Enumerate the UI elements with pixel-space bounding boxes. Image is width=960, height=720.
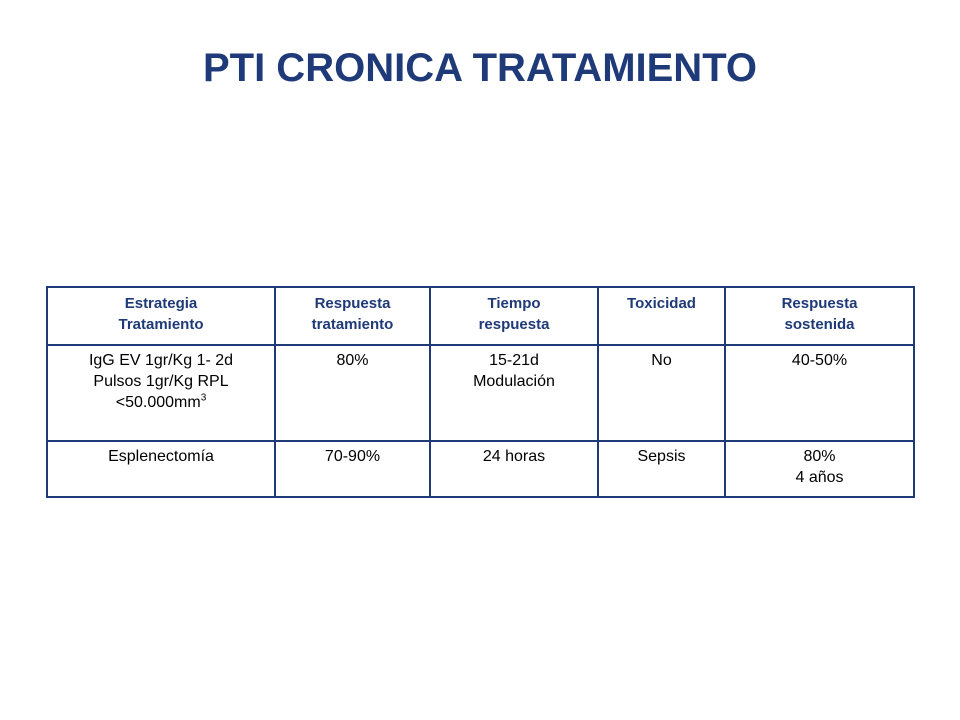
cell-text: 40-50% (791, 352, 848, 369)
header-text: sostenida (784, 316, 855, 333)
header-toxicity (598, 287, 725, 345)
table-row (47, 345, 914, 441)
cell-text: No (651, 352, 672, 369)
cell-response (275, 441, 430, 497)
cell-text: 80% (803, 448, 836, 465)
threshold-superscript: 3 (200, 392, 207, 404)
cell-text: 15-21d (489, 352, 539, 369)
cell-text: Esplenectomía (108, 448, 214, 465)
cell-text: Sepsis (637, 448, 686, 465)
slide-title: PTI CRONICA TRATAMIENTO (202, 46, 758, 90)
cell-text: Modulación (473, 373, 555, 390)
cell-strategy (47, 441, 275, 497)
table-header-row (47, 287, 914, 345)
cell-toxicity (598, 345, 725, 441)
cell-text: IgG EV 1gr/Kg 1- 2d (88, 352, 234, 369)
cell-time (430, 345, 598, 441)
cell-text: Pulsos 1gr/Kg RPL (93, 373, 229, 390)
header-text: tratamiento (311, 316, 394, 333)
header-sustained (725, 287, 914, 345)
header-text: Respuesta (314, 295, 391, 312)
cell-response (275, 345, 430, 441)
header-text: Tratamiento (118, 316, 204, 333)
header-text: respuesta (478, 316, 550, 333)
cell-sustained (725, 441, 914, 497)
cell-toxicity (598, 441, 725, 497)
header-response (275, 287, 430, 345)
header-text: Tiempo (487, 295, 541, 312)
header-strategy (47, 287, 275, 345)
header-text: Estrategia (124, 295, 198, 312)
cell-sustained (725, 345, 914, 441)
cell-time (430, 441, 598, 497)
table-row (47, 441, 914, 497)
cell-text: 4 años (795, 469, 844, 486)
header-time (430, 287, 598, 345)
header-text: Toxicidad (627, 295, 696, 312)
cell-text: 80% (336, 352, 369, 369)
cell-text: 24 horas (482, 448, 546, 465)
treatment-table (46, 286, 915, 498)
header-text: Respuesta (781, 295, 858, 312)
cell-strategy (47, 345, 275, 441)
cell-text: 70-90% (324, 448, 381, 465)
cell-text (50, 392, 272, 413)
threshold-text: <50.000mm (115, 394, 201, 411)
